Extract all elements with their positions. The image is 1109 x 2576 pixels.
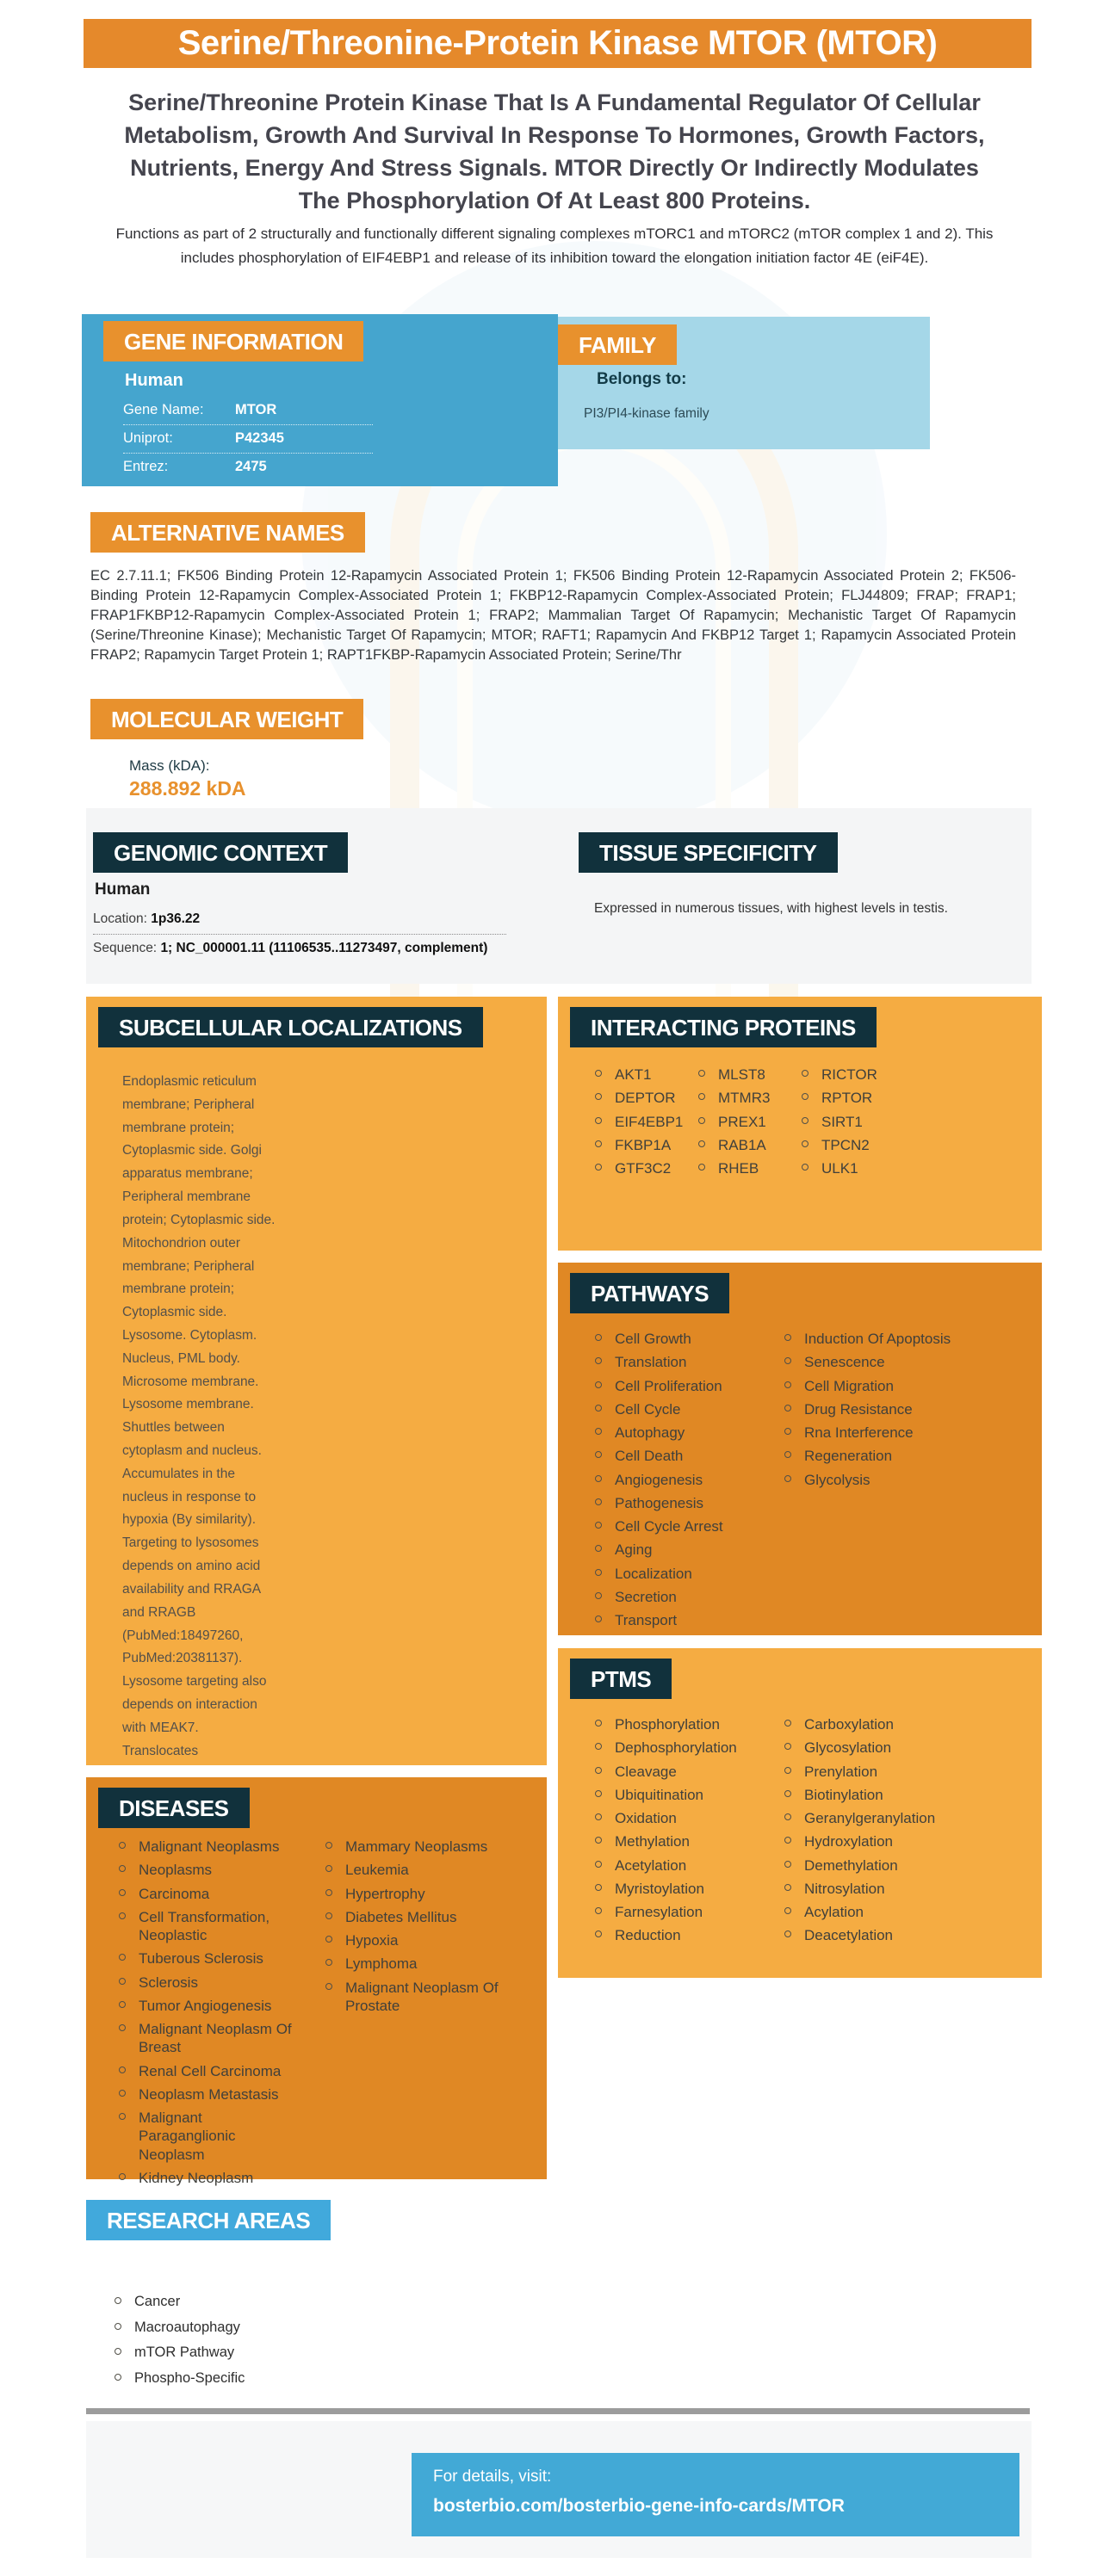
list-item: Cell Cycle (592, 1400, 782, 1418)
pathways-list (592, 1330, 1006, 1634)
list-item: Ubiquitination (592, 1786, 782, 1804)
list-item: Oxidation (592, 1809, 782, 1827)
list-item: GTF3C2 (592, 1159, 696, 1177)
location-value: 1p36.22 (151, 911, 201, 926)
list-column (696, 1066, 799, 1183)
list-item: Prenylation (782, 1763, 1006, 1781)
list-item: Regeneration (782, 1447, 1006, 1465)
research-areas-heading: RESEARCH AREAS (86, 2200, 331, 2240)
list-item: DEPTOR (592, 1089, 696, 1107)
molecular-weight-heading: MOLECULAR WEIGHT (90, 699, 363, 739)
ptms-list (592, 1715, 1006, 1950)
list-item: Pathogenesis (592, 1494, 782, 1512)
subcellular-localizations-panel (86, 997, 547, 1765)
list-item: Aging (592, 1541, 782, 1559)
table-row (123, 397, 373, 425)
belongs-to-label: Belongs to: (597, 370, 687, 388)
list-item: Malignant Neoplasms (116, 1838, 297, 1856)
page-title: Serine/Threonine-Protein Kinase MTOR (MTOR) (84, 19, 1032, 68)
list-item: RAB1A (696, 1136, 799, 1154)
list-item: Transport (592, 1611, 782, 1629)
list-column (592, 1330, 782, 1634)
list-item: Malignant Neoplasm Of Prostate (323, 1979, 521, 2016)
list-item: Renal Cell Carcinoma (116, 2062, 297, 2080)
ptms-heading: PTMS (570, 1659, 672, 1699)
list-item: Hypoxia (323, 1931, 521, 1949)
list-item: Glycolysis (782, 1471, 1006, 1489)
list-item: Lymphoma (323, 1955, 521, 1973)
uniprot-value: P42345 (235, 430, 284, 446)
list-column (323, 1838, 521, 2192)
alternative-names-heading: ALTERNATIVE NAMES (90, 512, 365, 553)
list-item: Induction Of Apoptosis (782, 1330, 1006, 1348)
footer-link-box (412, 2453, 1019, 2536)
footer-url-link[interactable]: bosterbio.com/bosterbio-gene-info-cards/MTOR (433, 2496, 845, 2516)
list-item: Drug Resistance (782, 1400, 1006, 1418)
mass-value: 288.892 kDA (129, 777, 246, 800)
list-item: Methylation (592, 1832, 782, 1850)
genomic-context-heading: GENOMIC CONTEXT (93, 832, 348, 873)
subcellular-localizations-heading: SUBCELLULAR LOCALIZATIONS (98, 1007, 483, 1047)
list-item: Malignant Neoplasm Of Breast (116, 2020, 297, 2057)
list-item: Tuberous Sclerosis (116, 1949, 297, 1968)
list-item: Malignant Paraganglionic Neoplasm (116, 2109, 297, 2164)
list-item: Secretion (592, 1588, 782, 1606)
subcellular-localizations-text: Endoplasmic reticulum membrane; Peripheral membrane protein; Cytoplasmic side. Golgi apparatus membrane; Peripheral membrane protein; Cytoplasmic side. Mitochondrion outer membrane; Peripheral membrane protein; Cytoplasmic side. Lysosome. Cytoplasm. Nucleus, PML body. Microsome membrane. Lysosome membrane. Shuttles between cytoplasm and nucleus. Accumulates in the nucleus in response to hypoxia (By similarity). Targeting to lysosomes depends on amino acid availability and RRAGA and RRAGB (PubMed:18497260, PubMed:20381137). Lysosome targeting also depends on interaction with MEAK7. Translocates (122, 1074, 276, 1758)
list-item: Phosphorylation (592, 1715, 782, 1733)
footer (86, 2421, 1032, 2558)
list-item: TPCN2 (799, 1136, 902, 1154)
table-row (123, 425, 373, 454)
list-item: Rna Interference (782, 1424, 1006, 1442)
footer-divider (86, 2408, 1030, 2414)
list-item: Cell Death (592, 1447, 782, 1465)
list-item: Autophagy (592, 1424, 782, 1442)
pathways-panel (558, 1263, 1042, 1635)
list-column (782, 1330, 1006, 1634)
entrez-label: Entrez: (123, 459, 169, 474)
list-item: Geranylgeranylation (782, 1809, 1006, 1827)
list-item: Carcinoma (116, 1885, 297, 1903)
gene-information-heading: GENE INFORMATION (103, 321, 363, 361)
list-item: ULK1 (799, 1159, 902, 1177)
list-item: Demethylation (782, 1856, 1006, 1875)
mass-label: Mass (kDA): (129, 757, 210, 774)
table-row (123, 454, 373, 481)
list-item: mTOR Pathway (112, 2344, 245, 2362)
gene-description: Functions as part of 2 structurally and functionally different signaling complexes mTORC1 and mTORC2 (mTOR complex 1 and 2). This includes phosphorylation of EIF4EBP1 and release of its inhibition toward the elongation initiation factor 4E (eiF4E). (115, 225, 994, 266)
diseases-heading: DISEASES (98, 1788, 250, 1828)
family-panel (558, 317, 930, 449)
list-item: Acetylation (592, 1856, 782, 1875)
list-item: Deacetylation (782, 1926, 1006, 1944)
research-areas-list (112, 2293, 245, 2395)
sequence-value: 1; NC_000001.11 (11106535..11273497, complement) (160, 941, 488, 955)
pathways-heading: PATHWAYS (570, 1273, 729, 1313)
list-column (592, 1715, 782, 1950)
list-item: MLST8 (696, 1066, 799, 1084)
list-item: Macroautophagy (112, 2319, 245, 2337)
gene-name-value: MTOR (235, 402, 277, 417)
gene-species-label: Human (125, 371, 183, 390)
list-item: Translation (592, 1353, 782, 1371)
list-item: Mammary Neoplasms (323, 1838, 521, 1856)
entrez-value: 2475 (235, 459, 267, 474)
list-column (592, 1066, 696, 1183)
tissue-specificity-heading: TISSUE SPECIFICITY (579, 832, 838, 873)
list-item: Localization (592, 1565, 782, 1583)
list-item: AKT1 (592, 1066, 696, 1084)
list-column (799, 1066, 902, 1183)
list-column (782, 1715, 1006, 1950)
diseases-panel (86, 1777, 547, 2186)
list-item: Cell Cycle Arrest (592, 1517, 782, 1535)
list-item: Cell Transformation, Neoplastic (116, 1908, 297, 1945)
list-item: RICTOR (799, 1066, 902, 1084)
list-item: Carboxylation (782, 1715, 1006, 1733)
list-item: Cell Migration (782, 1377, 1006, 1395)
list-item: Farnesylation (592, 1903, 782, 1921)
interacting-proteins-heading: INTERACTING PROTEINS (570, 1007, 877, 1047)
location-row (93, 911, 200, 927)
list-item: Myristoylation (592, 1880, 782, 1898)
list-item: Cleavage (592, 1763, 782, 1781)
footer-visit-label: For details, visit: (433, 2468, 552, 2486)
list-item: Cell Growth (592, 1330, 782, 1348)
list-item: PREX1 (696, 1113, 799, 1131)
list-item: Dephosphorylation (592, 1739, 782, 1757)
list-item: Nitrosylation (782, 1880, 1006, 1898)
list-item: Senescence (782, 1353, 1006, 1371)
gene-name-label: Gene Name: (123, 402, 204, 417)
list-item: Acylation (782, 1903, 1006, 1921)
list-item: RHEB (696, 1159, 799, 1177)
gene-information-panel (82, 314, 558, 486)
list-item: MTMR3 (696, 1089, 799, 1107)
interacting-proteins-panel (558, 997, 1042, 1251)
list-item: Neoplasms (116, 1861, 297, 1879)
tissue-specificity-text: Expressed in numerous tissues, with highest levels in testis. (594, 901, 948, 916)
sequence-row (93, 941, 487, 956)
list-item: Biotinylation (782, 1786, 1006, 1804)
list-item: Kidney Neoplasm (116, 2169, 297, 2187)
list-item: Phospho-Specific (112, 2369, 245, 2388)
family-heading: FAMILY (558, 324, 677, 365)
uniprot-label: Uniprot: (123, 430, 173, 446)
list-item: SIRT1 (799, 1113, 902, 1131)
gene-information-table (123, 397, 373, 481)
diseases-list (116, 1838, 521, 2192)
list-item: Sclerosis (116, 1974, 297, 1992)
list-column (116, 1838, 323, 2192)
list-item: Reduction (592, 1926, 782, 1944)
list-item: Leukemia (323, 1861, 521, 1879)
gene-summary-headline: Serine/Threonine Protein Kinase That Is A Fundamental Regulator Of Cellular Metabolism, Growth And Survival In Response To Hormones, Growth Factors, Nutrients, Energy And Stress Signals. MTOR Directly Or Indirectly Modulates The Phosphorylation Of At Least 800 Proteins. (124, 90, 985, 213)
list-item: Angiogenesis (592, 1471, 782, 1489)
list-item: EIF4EBP1 (592, 1113, 696, 1131)
list-item: Cancer (112, 2293, 245, 2311)
interacting-proteins-list (592, 1066, 902, 1183)
list-item: FKBP1A (592, 1136, 696, 1154)
list-item: Hydroxylation (782, 1832, 1006, 1850)
location-label: Location: (93, 911, 147, 926)
list-item: Neoplasm Metastasis (116, 2085, 297, 2103)
list-item: Cell Proliferation (592, 1377, 782, 1395)
list-item: Glycosylation (782, 1739, 1006, 1757)
list-item: Diabetes Mellitus (323, 1908, 521, 1926)
list-item: RPTOR (799, 1089, 902, 1107)
family-value: PI3/PI4-kinase family (584, 406, 709, 421)
sequence-label: Sequence: (93, 941, 158, 955)
genomic-tissue-band (86, 808, 1032, 984)
list-item: Tumor Angiogenesis (116, 1997, 297, 2015)
list-item: Hypertrophy (323, 1885, 521, 1903)
genomic-species-label: Human (95, 880, 151, 899)
alternative-names-text: EC 2.7.11.1; FK506 Binding Protein 12-Rapamycin Associated Protein 1; FK506 Binding Protein 12-Rapamycin Associated Protein 2; FK506-Binding Protein 12-Rapamycin Complex-Associated Protein 1; FKBP12-Rapamycin Complex-Associated Protein; FLJ44809; FRAP; FRAP1; FRAP1FKBP12-Rapamycin Complex-Associated Protein 1; FRAP2; Mammalian Target Of Rapamycin; Mechanistic Target Of Rapamycin (Serine/Threonine Kinase); Mechanistic Target Of Rapamycin; MTOR; RAFT1; Rapamycin And FKBP12 Target 1; Rapamycin Associated Protein FRAP2; Rapamycin Target Protein 1; RAPT1FKBP-Rapamycin Associated Protein; Serine/Thr (90, 568, 1016, 663)
dotted-divider (93, 934, 506, 935)
ptms-panel (558, 1648, 1042, 1978)
